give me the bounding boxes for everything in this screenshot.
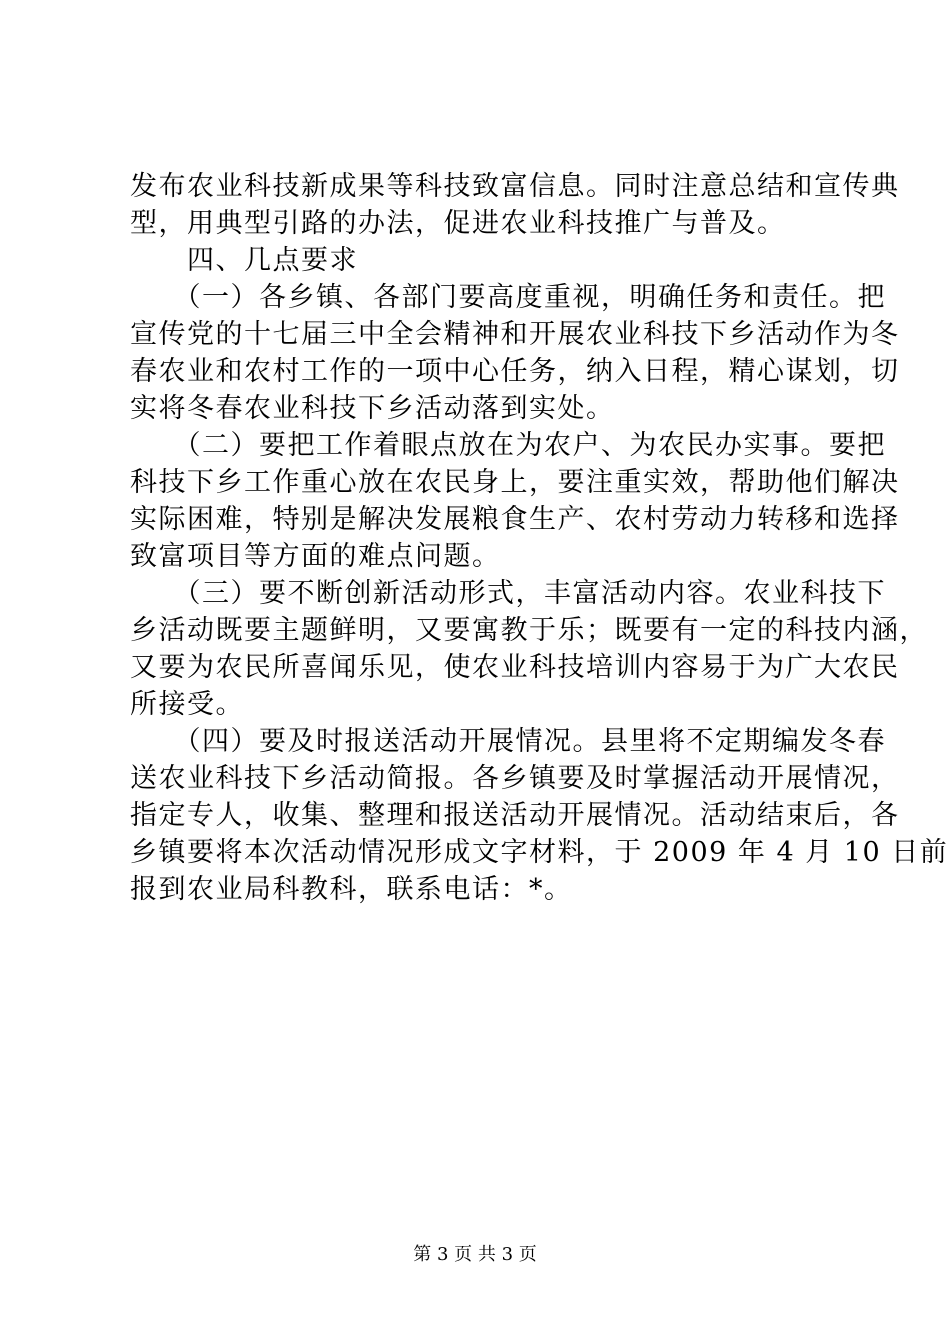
document-body bbox=[130, 168, 949, 908]
paragraph-line: （三）要不断创新活动形式，丰富活动内容。农业科技下 bbox=[130, 578, 886, 609]
paragraph-line: 指定专人，收集、整理和报送活动开展情况。活动结束后，各 bbox=[130, 800, 900, 831]
paragraph-line: 乡镇要将本次活动情况形成文字材料，于 2009 年 4 月 10 日前 bbox=[130, 837, 949, 868]
paragraph-line: 致富项目等方面的难点问题。 bbox=[130, 541, 501, 572]
page-number-label: 第 3 页 共 3 页 bbox=[413, 1244, 537, 1265]
paragraph-line: 春农业和农村工作的一项中心任务，纳入日程，精心谋划，切 bbox=[130, 356, 900, 387]
paragraph-line: （二）要把工作着眼点放在为农户、为农民办实事。要把 bbox=[130, 430, 886, 461]
paragraph-line: 型，用典型引路的办法，促进农业科技推广与普及。 bbox=[130, 208, 786, 239]
paragraph-line: （一）各乡镇、各部门要高度重视，明确任务和责任。把 bbox=[130, 282, 886, 313]
paragraph-line: （四）要及时报送活动开展情况。县里将不定期编发冬春 bbox=[130, 726, 886, 757]
page-footer bbox=[0, 1243, 950, 1267]
paragraph-line: 宣传党的十七届三中全会精神和开展农业科技下乡活动作为冬 bbox=[130, 319, 900, 350]
paragraph-line: 实将冬春农业科技下乡活动落到实处。 bbox=[130, 393, 615, 424]
section-heading: 四、几点要求 bbox=[130, 245, 358, 276]
paragraph-line: 所接受。 bbox=[130, 689, 244, 720]
paragraph-line: 发布农业科技新成果等科技致富信息。同时注意总结和宣传典 bbox=[130, 171, 900, 202]
paragraph-line: 科技下乡工作重心放在农民身上，要注重实效，帮助他们解决 bbox=[130, 467, 900, 498]
paragraph-line: 送农业科技下乡活动简报。各乡镇要及时掌握活动开展情况， bbox=[130, 763, 900, 794]
paragraph-line: 报到农业局科教科，联系电话：*。 bbox=[130, 874, 573, 905]
paragraph-line: 乡活动既要主题鲜明，又要寓教于乐；既要有一定的科技内涵， bbox=[130, 615, 928, 646]
paragraph-line: 实际困难，特别是解决发展粮食生产、农村劳动力转移和选择 bbox=[130, 504, 900, 535]
paragraph-line: 又要为农民所喜闻乐见，使农业科技培训内容易于为广大农民 bbox=[130, 652, 900, 683]
